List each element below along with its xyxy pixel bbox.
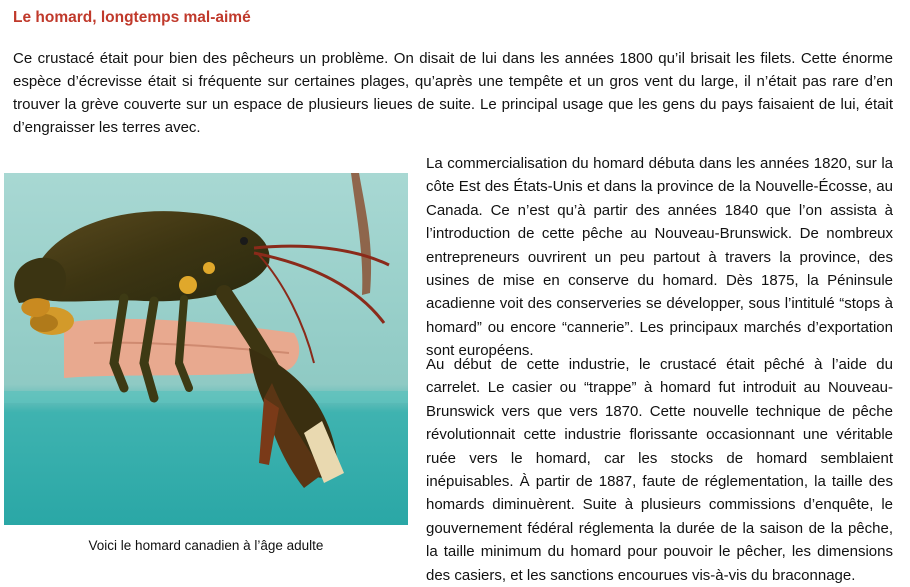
intro-paragraph: Ce crustacé était pour bien des pêcheurs un problème. On disait de lui dans les années 1800 qu’il brisait les filets. Cette énorme espèce d’écrevisse était si fréquente sur certaines plages, qu’après une tempête et un gros vent du large, il n’était pas rare d’en trouver la grève couverte sur un espace de plusieurs lieues de suite. Le principal usage que les gens du pays faisaient de lui, était d’engraisser les terres avec.: [13, 50, 893, 136]
lobster-photo: [4, 173, 408, 525]
lobster-illustration: [4, 173, 408, 525]
body-paragraph-2: Au début de cette industrie, le crustacé était pêché à l’aide du carrelet. Le casier ou “trappe” à homard fut introduit au Nouveau-Brunswick vers que vers 1870. Cette nouvelle technique de pêche révolutionnait cette industrie florissante occasionnant une véritable ruée vers le homard, car les stocks de homard semblaient inépuisables. À partir de 1887, faute de réglementation, la taille des homards diminuèrent. Suite à plusieurs commissions d’enquête, le gouvernement fédéral réglementa la durée de la saison de la pêche, la taille minimum du homard pour pouvoir le pêcher, les dimensions des casiers, et les sanctions encourues vis-à-vis du braconnage.: [426, 356, 893, 584]
article-title: Le homard, longtemps mal-aimé: [13, 9, 251, 26]
body-paragraph-1: La commercialisation du homard débuta dans les années 1820, sur la côte Est des États-Unis et dans la province de la Nouvelle-Écosse, au Canada. Ce n’est qu’à partir des années 1840 que l’on assista à l’introduction de cette pêche au Nouveau-Brunswick. De nombreux entrepreneurs ouvrirent un peu partout à travers la province, des usines de mise en conserve du homard. Dès 1875, la Péninsule acadienne voit des conserveries se développer, sous l’intitulé “stops à homard” ou encore “cannerie”. Les principaux marchés d’exportation sont européens.: [426, 155, 893, 360]
figure-caption: Voici le homard canadien à l’âge adulte: [88, 538, 324, 553]
